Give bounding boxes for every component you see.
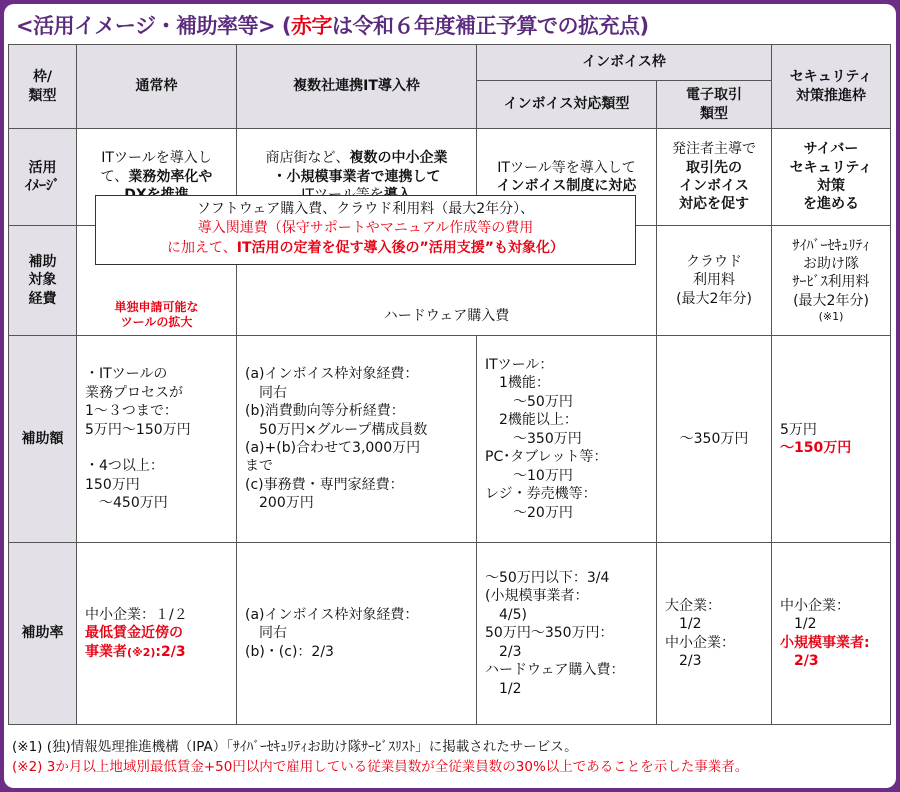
security-footnote-ref: (※1)	[818, 309, 844, 323]
amount-normal: ・ITツールの 業務プロセスが 1～３つまで： 5万円～150万円 ・4つ以上： 150万円 ～450万円	[77, 336, 237, 543]
cost-etrade: クラウド 利用料 (最大2年分)	[657, 226, 772, 336]
rate-etrade: 大企業： 1/2 中小企業： 2/3	[657, 543, 772, 725]
header-normal: 通常枠	[77, 45, 237, 129]
row-label-rate: 補助率	[9, 543, 77, 725]
title-red-word: 赤字	[290, 14, 332, 38]
header-etrade: 電子取引 類型	[657, 81, 772, 129]
content-panel	[4, 4, 896, 788]
row-label-amount: 補助額	[9, 336, 77, 543]
usage-normal: ITツールを導入し て、業務効率化や	[77, 129, 237, 226]
normal-tool-note: 単独申請可能な ツールの拡大	[114, 299, 199, 330]
header-frame-type: 枠/ 類型	[9, 45, 77, 129]
cost-security: ｻｲﾊﾞｰｾｷｭﾘﾃｨ お助け隊 ｻｰﾋﾞｽ利用料 (最大2年分) (※1)	[772, 226, 891, 336]
rate-multi: (a)インボイス枠対象経費： 同右 (b)・(c)：2/3	[237, 543, 477, 725]
rate-invoice: ～50万円以下：3/4 (小規模事業者： 4/5) 50万円～350万円： 2/3 ハードウェア購入費： 1/2	[477, 543, 657, 725]
page-title: <活用イメージ・補助率等> (赤字は令和６年度補正予算での拡充点)	[16, 14, 649, 38]
rate-normal: 中小企業：１/２ 最低賃金近傍の 事業者(※2):2/3	[77, 543, 237, 725]
usage-invoice: ITツール等を導入して インボイス制度に対応	[477, 129, 657, 226]
usage-etrade: 発注者主導で 取引先の インボイス 対応を促す	[657, 129, 772, 226]
footnotes	[12, 738, 892, 777]
header-multi: 複数社連携IT導入枠	[237, 45, 477, 129]
usage-security: サイバー セキュリティ 対策 を進める	[772, 129, 891, 226]
header-security: セキュリティ 対策推進枠	[772, 45, 891, 129]
amount-invoice: ITツール： 1機能： ～50万円 2機能以上： ～350万円 PC･タブレット等： ～10万円 レジ・券売機等： ～20万円	[477, 336, 657, 543]
amount-etrade: ～350万円	[657, 336, 772, 543]
footnote-2: (※2) 3か月以上地域別最低賃金+50円以内で雇用している従業員数が全従業員数の30%以上であることを示した事業者。	[12, 758, 749, 775]
rate-security: 中小企業： 1/2 小規模事業者: 2/3	[772, 543, 891, 725]
header-invoice-type: インボイス対応類型	[477, 81, 657, 129]
subsidy-table	[8, 44, 891, 725]
amount-multi: (a)インボイス枠対象経費： 同右 (b)消費動向等分析経費： 50万円×グループ構成員数 (a)+(b)合わせて3,000万円 まで (c)事務費・専門家経費： 200万円	[237, 336, 477, 543]
footnote-1: (※1) (独)情報処理推進機構（IPA）「ｻｲﾊﾞｰｾｷｭﾘﾃｨお助け隊ｻｰﾋﾞｽﾘｽﾄ」に掲載されたサービス。	[12, 739, 578, 755]
hardware-cost-label: ハードウェア購入費	[383, 307, 510, 324]
row-label-cost: 補助 対象 経費	[9, 226, 77, 336]
amount-security: 5万円 ～150万円	[772, 336, 891, 543]
row-label-usage: 活用 ｲﾒｰｼﾞ	[9, 129, 77, 226]
header-invoice-group: インボイス枠	[477, 45, 772, 81]
usage-multi: 商店街など、複数の中小企業 ・小規模事業者で連携して	[237, 129, 477, 226]
covered-cost-box: ソフトウェア購入費、クラウド利用料（最大2年分）、 導入関連費（保守サポートやマニュアル作成等の費用 に加えて、IT活用の定着を促す導入後の”活用支援”も対象化）	[95, 195, 636, 265]
